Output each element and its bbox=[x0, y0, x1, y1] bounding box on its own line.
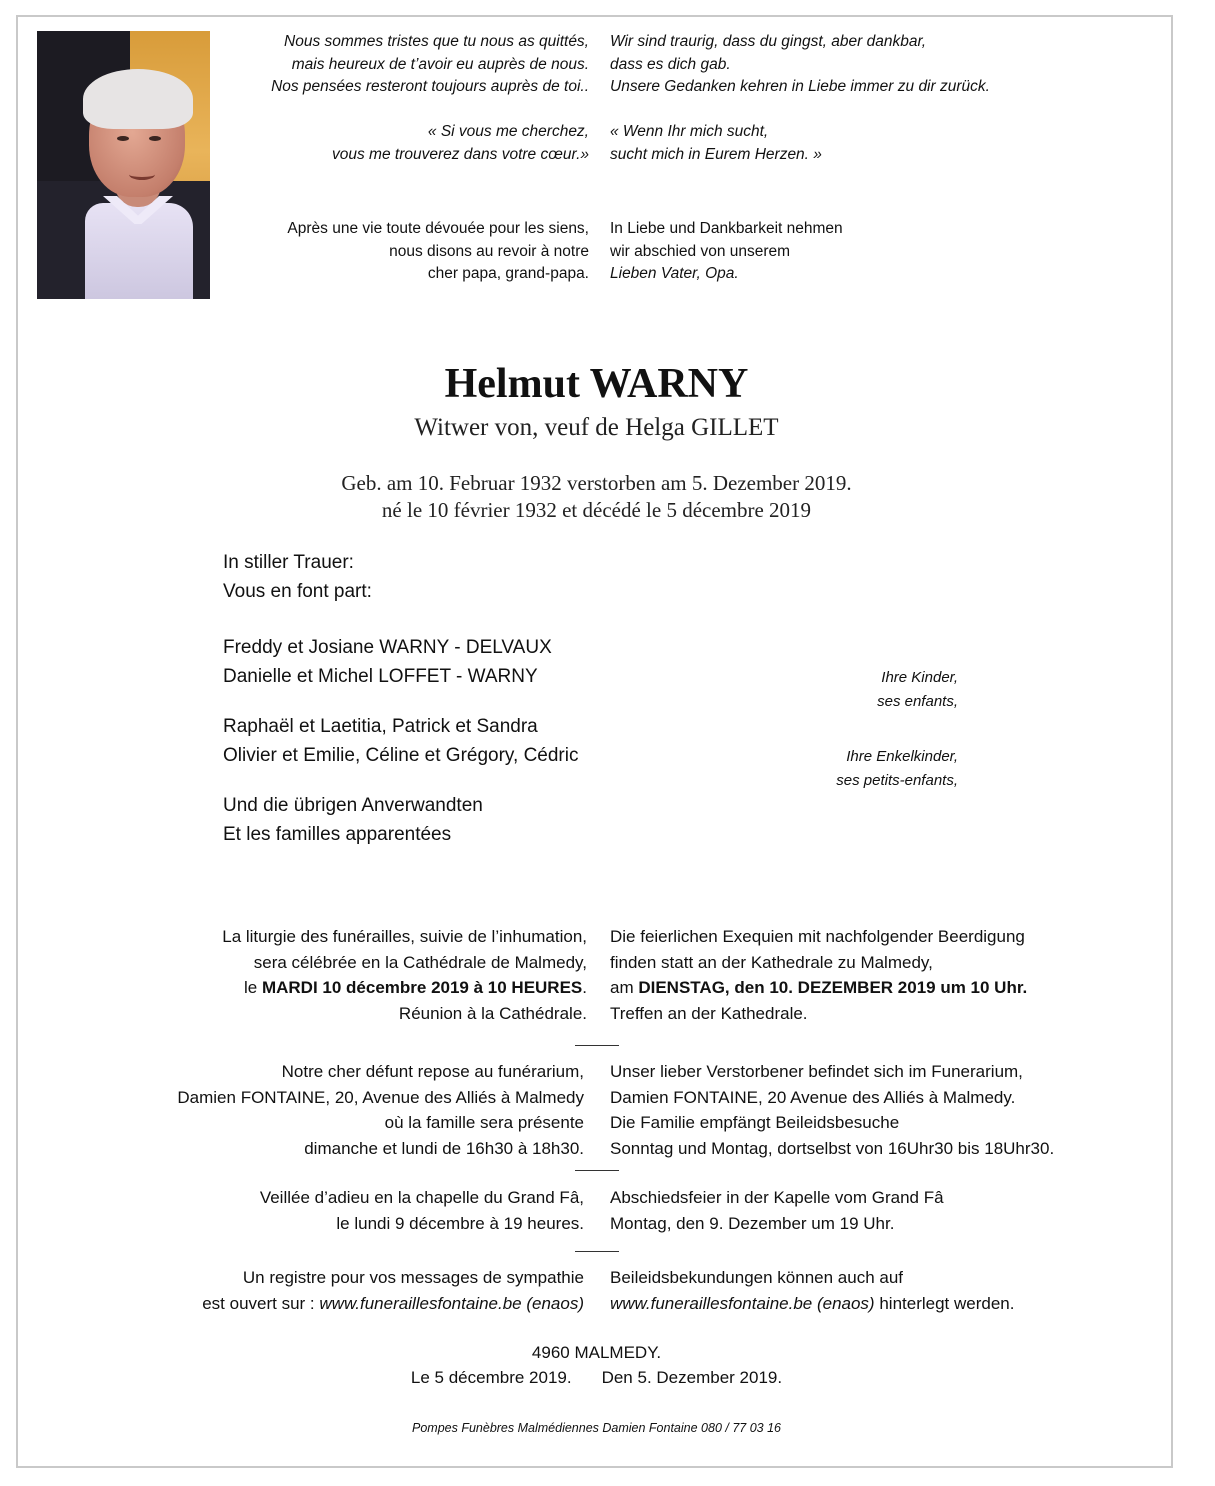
funerarium-fr: Notre cher défunt repose au funérarium, Damien FONTAINE, 20, Avenue des Alliés à Malmedy où la famille sera présente dimanche et lundi de 16h30 à 18h30. bbox=[177, 1062, 584, 1158]
separator bbox=[575, 1251, 619, 1252]
vigil-de: Abschiedsfeier in der Kapelle vom Grand Fâ Montag, den 9. Dezember um 19 Uhr. bbox=[610, 1188, 944, 1233]
undertaker-line: Pompes Funèbres Malmédiennes Damien Fontaine 080 / 77 03 16 bbox=[412, 1421, 781, 1435]
registry-link-fr[interactable]: www.funeraillesfontaine.be (enaos) bbox=[319, 1293, 584, 1313]
poem-fr: Nous sommes tristes que tu nous as quittés, mais heureux de t’avoir eu auprès de nous. Nos pensées resteront toujours auprès de toi.. bbox=[271, 33, 589, 95]
separator bbox=[575, 1045, 619, 1046]
ceremony-fr: La liturgie des funérailles, suivie de l’inhumation, sera célébrée en la Cathédrale de Malmedy, le MARDI 10 décembre 2019 à 10 HEURES. Réunion à la Cathédrale. bbox=[222, 927, 587, 1023]
poem-de: Wir sind traurig, dass du gingst, aber dankbar, dass es dich gab. Unsere Gedanken kehren in Liebe immer zu dir zurück. bbox=[610, 33, 990, 95]
grandchildren-list: Raphaël et Laetitia, Patrick et Sandra Olivier et Emilie, Céline et Grégory, Cédric bbox=[223, 716, 579, 766]
family-intro: In stiller Trauer: Vous en font part: bbox=[223, 552, 372, 602]
ceremony-date-de: DIENSTAG, den 10. DEZEMBER 2019 um 10 Uhr. bbox=[638, 978, 1028, 997]
other-relatives: Und die übrigen Anverwandten Et les familles apparentées bbox=[223, 795, 483, 845]
ceremony-de: Die feierlichen Exequien mit nachfolgender Beerdigung finden statt an der Kathedrale zu Malmedy, am DIENSTAG, den 10. DEZEMBER 2019 um 10 Uhr. Treffen an der Kathedrale. bbox=[610, 927, 1028, 1023]
footer-place: 4960 MALMEDY. bbox=[531, 1343, 662, 1362]
registry-fr: Un registre pour vos messages de sympathie est ouvert sur : www.funeraillesfontaine.be (enaos) bbox=[202, 1268, 584, 1313]
farewell-fr: Après une vie toute dévouée pour les siens, nous disons au revoir à notre cher papa, grand-papa. bbox=[287, 220, 589, 282]
vigil-fr: Veillée d’adieu en la chapelle du Grand Fâ, le lundi 9 décembre à 19 heures. bbox=[259, 1188, 584, 1233]
widow-line: Witwer von, veuf de Helga GILLET bbox=[414, 414, 779, 441]
children-list: Freddy et Josiane WARNY - DELVAUX Danielle et Michel LOFFET - WARNY bbox=[223, 637, 552, 687]
portrait-photo bbox=[37, 31, 210, 299]
funerarium-de: Unser lieber Verstorbener befindet sich im Funerarium, Damien FONTAINE, 20 Avenue des Alliés à Malmedy. Die Familie empfängt Beileidsbesuche Sonntag und Montag, dortselbst von 16Uhr30 bis 18Uhr30. bbox=[610, 1062, 1055, 1158]
grandchildren-label: Ihre Enkelkinder, ses petits-enfants, bbox=[836, 748, 958, 789]
birth-death-dates: Geb. am 10. Februar 1932 verstorben am 5. Dezember 2019. né le 10 février 1932 et décédé le 5 décembre 2019 bbox=[341, 471, 852, 522]
ceremony-date-fr: MARDI 10 décembre 2019 à 10 HEURES bbox=[261, 978, 583, 997]
deceased-name: Helmut WARNY bbox=[444, 361, 749, 407]
registry-link-de[interactable]: www.funeraillesfontaine.be (enaos) bbox=[610, 1293, 875, 1313]
separator bbox=[575, 1170, 619, 1171]
farewell-de: In Liebe und Dankbarkeit nehmen wir abschied von unserem Lieben Vater, Opa. bbox=[610, 220, 843, 282]
footer-dates: Le 5 décembre 2019. Den 5. Dezember 2019. bbox=[410, 1368, 783, 1387]
quote-fr: « Si vous me cherchez, vous me trouverez dans votre cœur.» bbox=[332, 123, 589, 163]
quote-de: « Wenn Ihr mich sucht, sucht mich in Eurem Herzen. » bbox=[610, 123, 822, 163]
registry-de: Beileidsbekundungen können auch auf www.funeraillesfontaine.be (enaos) hinterlegt werden. bbox=[610, 1268, 1015, 1313]
children-label: Ihre Kinder, ses enfants, bbox=[877, 669, 958, 710]
